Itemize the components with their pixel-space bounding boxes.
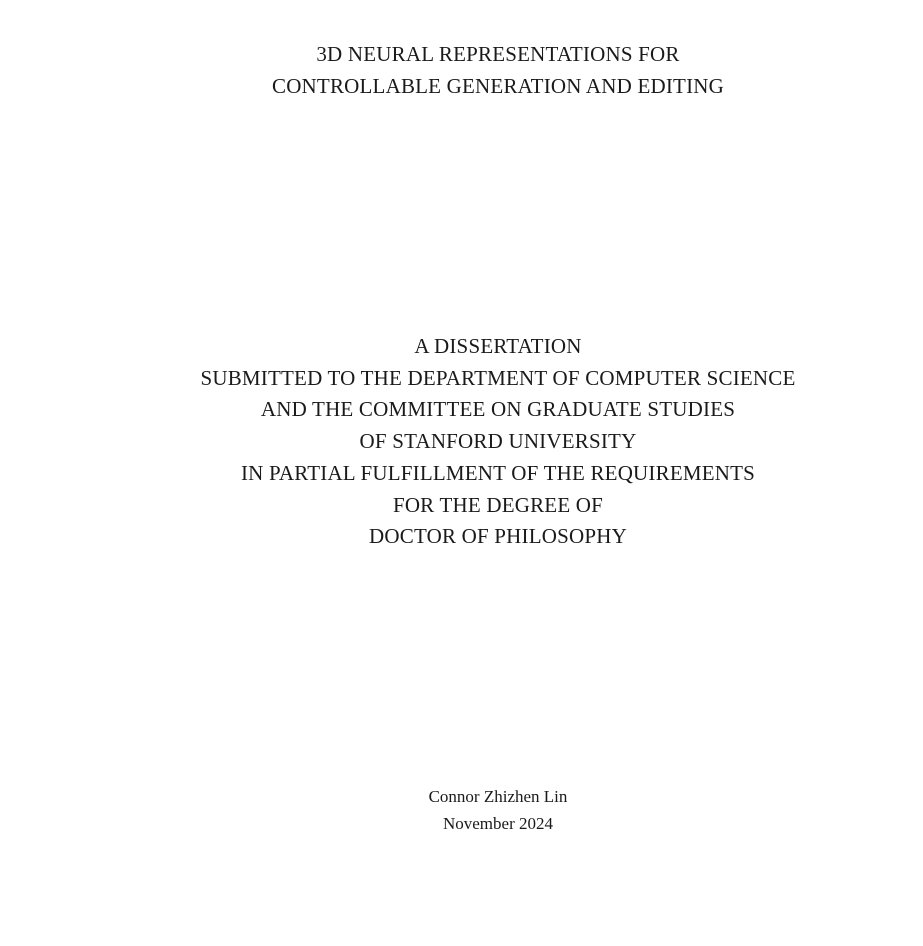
statement-line-6: FOR THE DEGREE OF [392, 492, 604, 517]
statement-line-1: A DISSERTATION [414, 334, 582, 358]
submission-statement [0, 331, 923, 553]
submission-date: November 2024 [442, 814, 553, 833]
author-info [0, 783, 923, 837]
title-line-1: 3D NEURAL REPRESENTATIONS FOR [316, 42, 680, 66]
statement-line-7: DOCTOR OF PHILOSOPHY [369, 524, 627, 549]
author-name: Connor Zhizhen Lin [428, 787, 568, 806]
title-line-2: CONTROLLABLE GENERATION AND EDITING [271, 74, 725, 98]
statement-line-2: SUBMITTED TO THE DEPARTMENT OF COMPUTER SCIENCE [200, 365, 796, 390]
dissertation-title [0, 38, 923, 102]
statement-line-5: IN PARTIAL FULFILLMENT OF THE REQUIREMENTS [240, 460, 756, 485]
statement-line-3: AND THE COMMITTEE ON GRADUATE STUDIES [260, 397, 736, 422]
statement-line-4: OF STANFORD UNIVERSITY [359, 429, 637, 454]
